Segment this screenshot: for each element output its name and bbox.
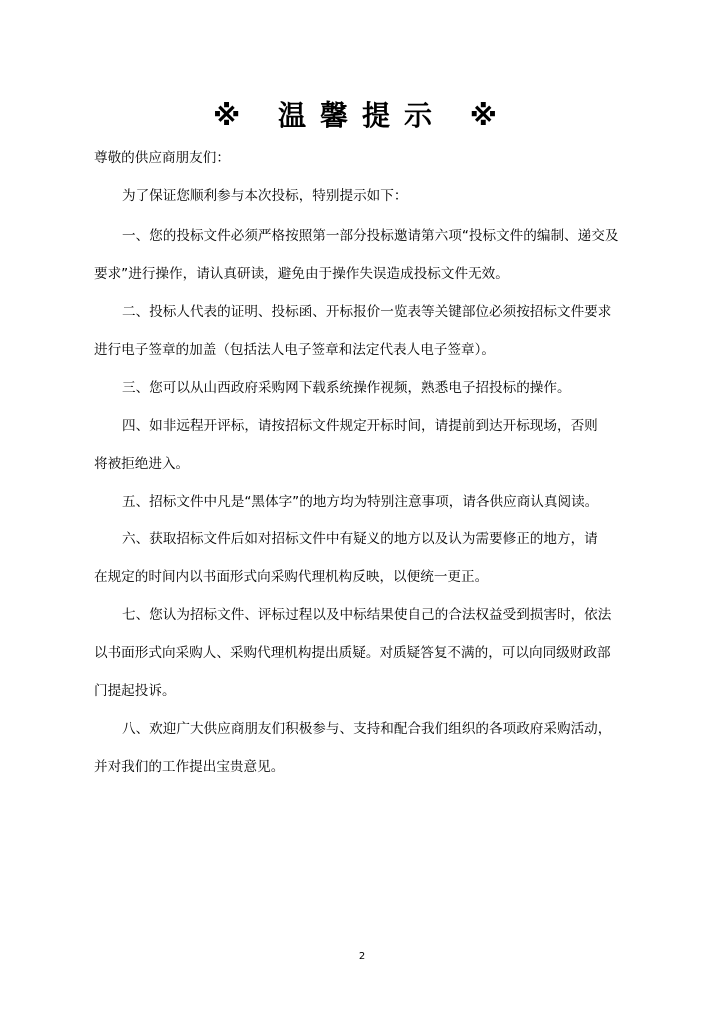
item-8-line-2: 并对我们的工作提出宝贵意见。 (94, 759, 285, 775)
item-2-line-2: 进行电子签章的加盖（包括法人电子签章和法定代表人电子签章）。 (94, 342, 496, 358)
item-5-line-1: 五、招标文件中凡是“黑体字”的地方均为特别注意事项，请各供应商认真阅读。 (122, 494, 599, 510)
item-8-line-1: 八、欢迎广大供应商朋友们积极参与、支持和配合我们组织的各项政府采购活动， (122, 721, 612, 737)
item-1-line-1: 一、您的投标文件必须严格按照第一部分投标邀请第六项“投标文件的编制、递交及 (122, 228, 619, 244)
page-title: ※ 温馨提示 ※ (213, 99, 511, 132)
greeting: 尊敬的供应商朋友们： (94, 150, 230, 166)
item-7-line-1: 七、您认为招标文件、评标过程以及中标结果使自己的合法权益受到损害时，依法 (122, 607, 612, 623)
item-2-line-1: 二、投标人代表的证明、投标函、开标报价一览表等关键部位必须按招标文件要求 (122, 304, 612, 320)
item-7-line-3: 门提起投诉。 (94, 683, 176, 699)
item-6-line-1: 六、获取招标文件后如对招标文件中有疑义的地方以及认为需要修正的地方，请 (122, 531, 598, 547)
item-4-line-2: 将被拒绝进入。 (94, 456, 190, 472)
intro: 为了保证您顺利参与本次投标，特别提示如下： (122, 188, 408, 204)
item-3-line-1: 三、您可以从山西政府采购网下载系统操作视频，熟悉电子招投标的操作。 (122, 380, 571, 396)
item-1-line-2: 要求”进行操作，请认真研读，避免由于操作失误造成投标文件无效。 (94, 266, 509, 282)
item-6-line-2: 在规定的时间内以书面形式向采购代理机构反映，以便统一更正。 (94, 569, 489, 585)
item-7-line-2: 以书面形式向采购人、采购代理机构提出质疑。对质疑答复不满的，可以向同级财政部 (94, 645, 611, 661)
page-number: 2 (358, 951, 366, 962)
item-4-line-1: 四、如非远程开评标，请按招标文件规定开标时间，请提前到达开标现场，否则 (122, 418, 598, 434)
